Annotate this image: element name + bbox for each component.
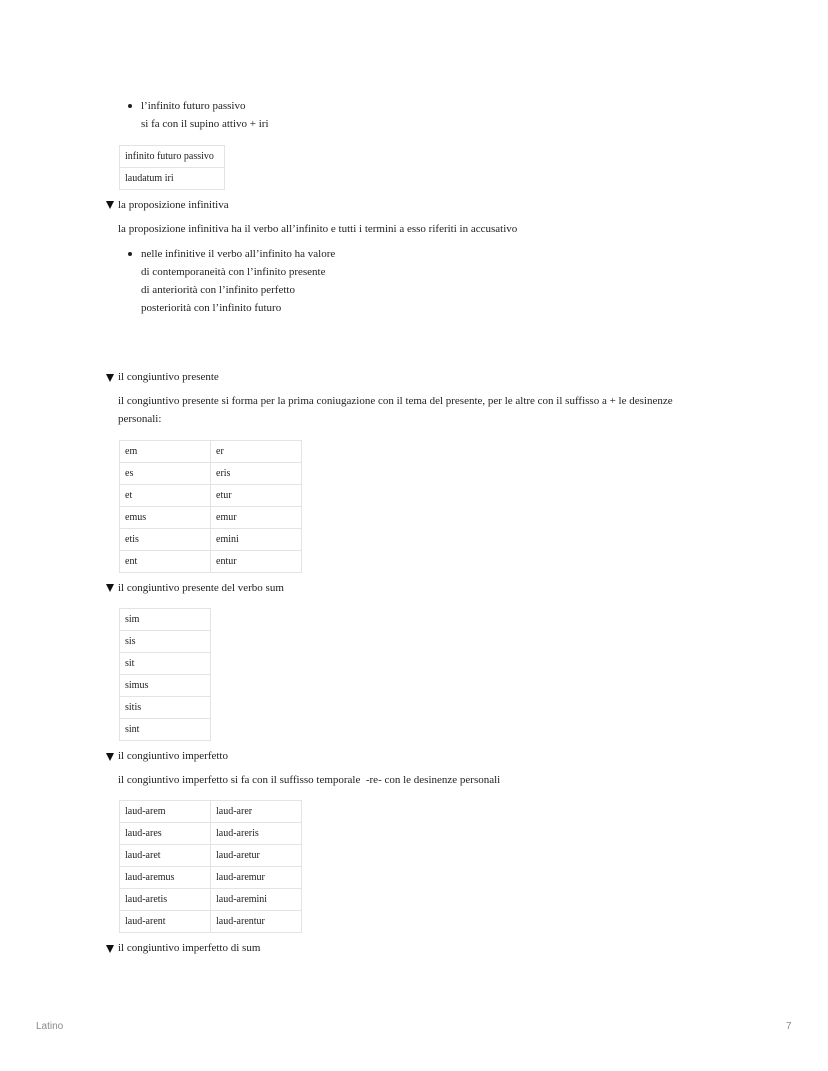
table-cell: laud-arem bbox=[120, 801, 211, 823]
table-row bbox=[120, 653, 211, 675]
table-cell: sint bbox=[120, 719, 211, 741]
table-cell: laud-aremini bbox=[211, 889, 302, 911]
table-cell: laud-aremur bbox=[211, 867, 302, 889]
bullet-dot bbox=[128, 252, 132, 256]
bullet-subtext: si fa con il supino attivo + iri bbox=[141, 118, 269, 130]
table-cell: sitis bbox=[120, 697, 211, 719]
table-cell: er bbox=[211, 441, 302, 463]
table-cell: laud-arentur bbox=[211, 911, 302, 933]
toggle-triangle-icon[interactable] bbox=[106, 374, 114, 382]
cong-presente-table bbox=[119, 440, 302, 573]
table-cell: et bbox=[120, 485, 211, 507]
toggle-triangle-icon[interactable] bbox=[106, 945, 114, 953]
table-cell: laud-areris bbox=[211, 823, 302, 845]
bullet-line-1: nelle infinitive il verbo all’infinito ha valore bbox=[141, 248, 336, 260]
table-cell: laud-ares bbox=[120, 823, 211, 845]
table-row bbox=[120, 889, 302, 911]
toggle-triangle-icon[interactable] bbox=[106, 753, 114, 761]
table-row bbox=[120, 463, 302, 485]
toggle-title-proposizione[interactable]: la proposizione infinitiva bbox=[118, 199, 229, 211]
infinito-futuro-table bbox=[119, 145, 225, 190]
table-row bbox=[120, 719, 211, 741]
toggle-triangle-icon[interactable] bbox=[106, 201, 114, 209]
toggle-title-cong-imperfetto[interactable]: il congiuntivo imperfetto bbox=[118, 750, 228, 762]
table-row bbox=[120, 697, 211, 719]
table-row bbox=[120, 823, 302, 845]
table-cell: emur bbox=[211, 507, 302, 529]
table-cell: laud-arer bbox=[211, 801, 302, 823]
table-row bbox=[120, 168, 225, 190]
table-cell: simus bbox=[120, 675, 211, 697]
cong-presente-sum-table bbox=[119, 608, 211, 741]
bullet-dot bbox=[128, 104, 132, 108]
toggle-triangle-icon[interactable] bbox=[106, 584, 114, 592]
table-row bbox=[120, 485, 302, 507]
table-row bbox=[120, 911, 302, 933]
paragraph-cong-presente-1: il congiuntivo presente si forma per la prima coniugazione con il tema del presente, per le altre con il suffisso a + le desinenze bbox=[118, 395, 673, 407]
table-cell: etur bbox=[211, 485, 302, 507]
bullet-line-2: di contemporaneità con l’infinito presente bbox=[141, 266, 326, 278]
table-row bbox=[120, 146, 225, 168]
toggle-title-cong-presente-sum[interactable]: il congiuntivo presente del verbo sum bbox=[118, 582, 284, 594]
toggle-title-cong-presente[interactable]: il congiuntivo presente bbox=[118, 371, 219, 383]
table-cell: emus bbox=[120, 507, 211, 529]
paragraph-cong-presente-2: personali: bbox=[118, 413, 162, 425]
table-cell: emini bbox=[211, 529, 302, 551]
table-cell: laud-aretis bbox=[120, 889, 211, 911]
table-row bbox=[120, 507, 302, 529]
table-cell: sim bbox=[120, 609, 211, 631]
table-row bbox=[120, 551, 302, 573]
bullet-line-4: posteriorità con l’infinito futuro bbox=[141, 302, 282, 314]
table-cell: eris bbox=[211, 463, 302, 485]
table-cell: sis bbox=[120, 631, 211, 653]
table-cell: infinito futuro passivo bbox=[120, 146, 225, 168]
table-cell: es bbox=[120, 463, 211, 485]
table-row bbox=[120, 529, 302, 551]
paragraph-cong-imperfetto: il congiuntivo imperfetto si fa con il suffisso temporale -re- con le desinenze personali bbox=[118, 774, 501, 786]
table-cell: sit bbox=[120, 653, 211, 675]
cong-imperfetto-table bbox=[119, 800, 302, 933]
table-row bbox=[120, 801, 302, 823]
footer-left: Latino bbox=[36, 1021, 64, 1032]
table-cell: etis bbox=[120, 529, 211, 551]
table-row bbox=[120, 675, 211, 697]
page-number: 7 bbox=[786, 1021, 792, 1032]
paragraph-proposizione: la proposizione infinitiva ha il verbo all’infinito e tutti i termini a esso riferiti in accusativo bbox=[118, 223, 518, 235]
table-row bbox=[120, 631, 211, 653]
bullet-line-3: di anteriorità con l’infinito perfetto bbox=[141, 284, 295, 296]
bullet-title: l’infinito futuro passivo bbox=[141, 100, 246, 112]
table-cell: laudatum iri bbox=[120, 168, 225, 190]
table-row bbox=[120, 845, 302, 867]
table-cell: laud-aret bbox=[120, 845, 211, 867]
table-cell: em bbox=[120, 441, 211, 463]
table-cell: entur bbox=[211, 551, 302, 573]
table-cell: laud-aremus bbox=[120, 867, 211, 889]
table-cell: laud-arent bbox=[120, 911, 211, 933]
table-row bbox=[120, 609, 211, 631]
table-cell: ent bbox=[120, 551, 211, 573]
table-row bbox=[120, 441, 302, 463]
table-cell: laud-aretur bbox=[211, 845, 302, 867]
toggle-title-cong-imperfetto-sum[interactable]: il congiuntivo imperfetto di sum bbox=[118, 942, 261, 954]
table-row bbox=[120, 867, 302, 889]
